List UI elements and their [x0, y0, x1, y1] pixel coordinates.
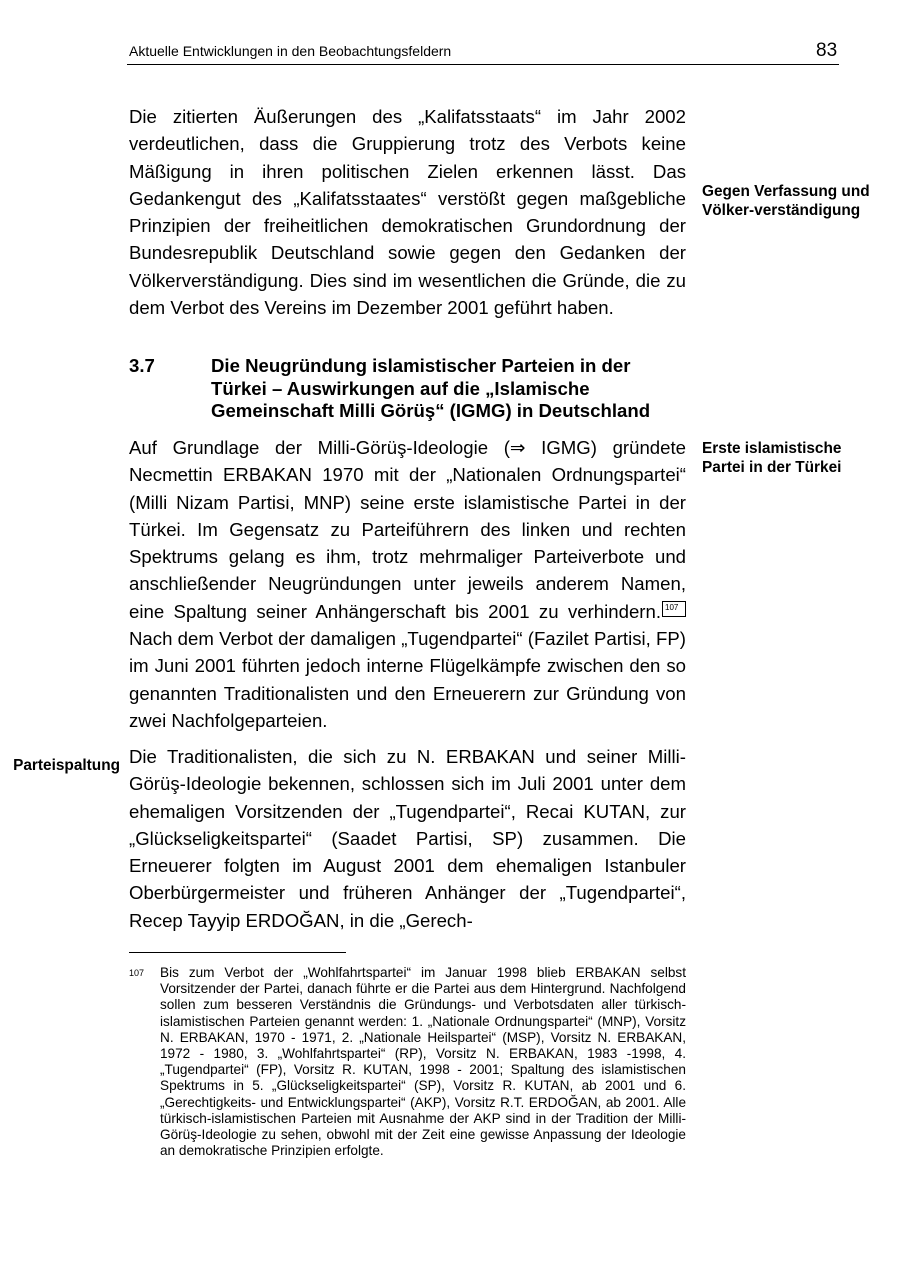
section-title: Die Neugründung islamistischer Parteien in der Türkei – Auswirkungen auf die „Islamische Gemeinschaft Milli Görüş“ (IGMG) in Deutschland	[211, 355, 651, 422]
running-head: Aktuelle Entwicklungen in den Beobachtungsfeldern	[129, 43, 452, 59]
footnote-reference-box[interactable]	[662, 601, 686, 617]
section-number: 3.7	[129, 355, 155, 376]
paragraph-2	[129, 434, 686, 734]
footnote-reference: 107	[665, 602, 679, 612]
footnote-number: 107	[129, 968, 145, 978]
paragraph-2-part-2: Nach dem Verbot der damaligen „Tugendpartei“ (Fazilet Partisi, FP) im Juni 2001 führten jedoch interne Flügelkämpfe zwischen den so genannten Traditionalisten und den Erneuerern zur Gründung von zwei Nachfolgeparteien.	[129, 628, 686, 731]
page-number: 83	[816, 40, 838, 61]
footnote-text: Bis zum Verbot der „Wohlfahrtspartei“ im Januar 1998 blieb ERBAKAN selbst Vorsitzender der Partei, danach führte er die Partei aus dem Hintergrund. Nachfolgend sollen zum besseren Verständnis die Gründungs- und Verbotsdaten aller türkisch-islamistischen Parteien genannt werden: 1. „Nationale Ordnungspartei“ (MNP), Vorsitz N. ERBAKAN, 1970 - 1971, 2. „Nationale Heilspartei“ (MSP), Vorsitz N. ERBAKAN, 1972 - 1980, 3. „Wohlfahrtspartei“ (RP), Vorsitz N. ERBAKAN, 1983 -1998, 4. „Tugendpartei“ (FP), Vorsitz R. KUTAN, 1998 - 2001; Spaltung des islamistischen Spektrums in 5. „Glückseligkeitspartei“ (SP), Vorsitz R. KUTAN, ab 2001 und 6. „Gerechtigkeits- und Entwicklungspartei“ (AKP), Vorsitz R.T. ERDOĞAN, ab 2001. Alle türkisch-islamistischen Parteien mit Ausnahme der AKP sind in der Tradition der Milli-Görüş-Ideologie zu sehen, obwohl mit der Zeit eine gewisse Anpassung der Ideologie an demokratische Prinzipien erfolgte.	[160, 965, 686, 1159]
margin-note-2: Erste islamistische Partei in der Türkei	[702, 440, 842, 476]
paragraph-2-part-1: Auf Grundlage der Milli-Görüş-Ideologie (⇒ IGMG) gründete Necmettin ERBAKAN 1970 mit der „Nationalen Ordnungspartei“ (Milli Nizam Partisi, MNP) seine erste islamistische Partei in der Türkei. Im Gegensatz zu Parteiführern des linken und rechten Spektrums gelang es ihm, trotz mehrmaliger Parteiverbote und anschließender Neugründungen unter jeweils anderem Namen, eine Spaltung seiner Anhängerschaft bis 2001 zu verhindern.	[129, 437, 686, 622]
paragraph-3: Die Traditionalisten, die sich zu N. ERBAKAN und seiner Milli-Görüş-Ideologie bekennen, schlossen sich im Juli 2001 unter dem ehemaligen Vorsitzenden der „Tugendpartei“, Recai KUTAN, zur „Glückseligkeitspartei“ (Saadet Partisi, SP) zusammen. Die Erneuerer folgten im August 2001 dem ehemaligen Istanbuler Oberbürgermeister und früheren Anhänger der „Tugendpartei“, Recep Tayyip ERDOĞAN, in die „Gerech-	[129, 746, 686, 931]
margin-note-3: Parteispaltung	[13, 757, 120, 774]
paragraph-1: Die zitierten Äußerungen des „Kalifatsstaats“ im Jahr 2002 verdeutlichen, dass die Gruppierung trotz des Verbots keine Mäßigung in ihren politischen Zielen erkennen lässt. Das Gedankengut des „Kalifatsstaates“ verstößt gegen maßgebliche Prinzipien der freiheitlichen demokratischen Grundordnung der Bundesrepublik Deutschland sowie gegen den Gedanken der Völkerverständigung. Dies sind im wesentlichen die Gründe, die zu dem Verbot des Vereins im Dezember 2001 geführt haben.	[129, 106, 686, 319]
margin-note-1: Gegen Verfassung und Völker-verständigung	[702, 183, 870, 219]
footnote-rule	[129, 952, 346, 953]
header-rule	[127, 64, 839, 65]
